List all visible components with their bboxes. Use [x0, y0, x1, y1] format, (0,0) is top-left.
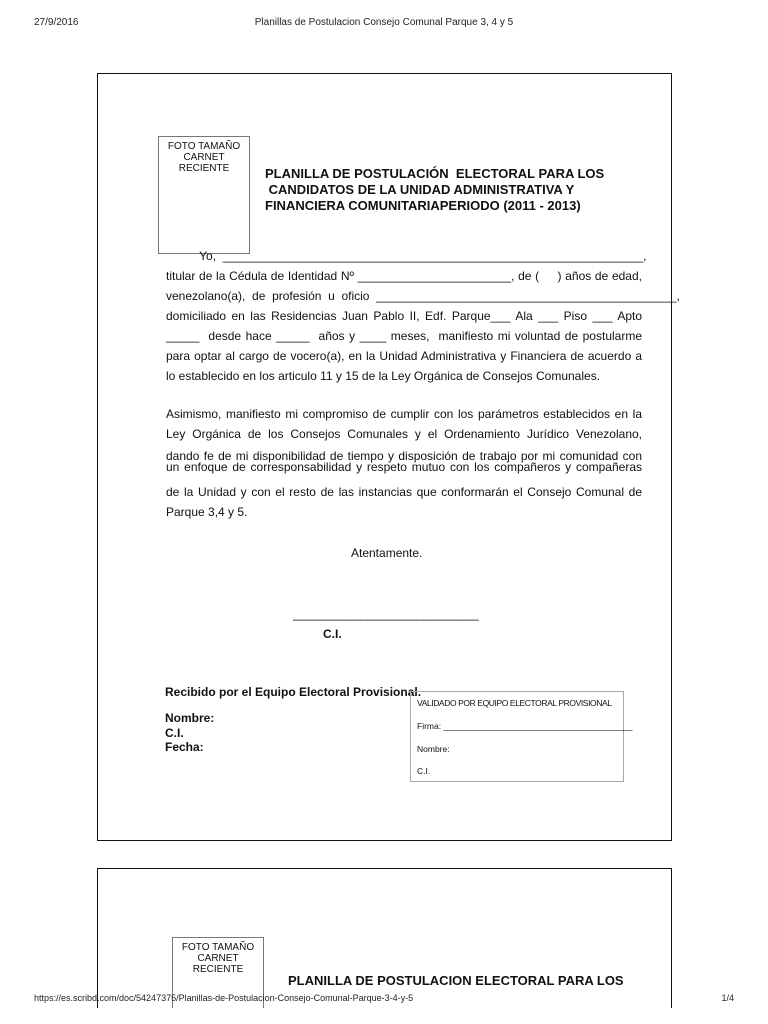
- photo-label-line: CARNET: [197, 953, 239, 964]
- paragraph-line: _____ desde hace _____ años y ____ meses, manifiesto mi voluntad de postularme: [166, 329, 642, 343]
- field-id-label: C.I.: [165, 725, 184, 740]
- validation-id-field: C.I.: [417, 766, 431, 776]
- closing-text: Atentamente.: [351, 546, 423, 560]
- form-title: [265, 166, 645, 214]
- photo-label-line: RECIENTE: [178, 163, 230, 174]
- validation-box: [410, 691, 633, 782]
- paragraph-line: Parque 3,4 y 5.: [166, 505, 248, 519]
- signature-line: ______________________________: [293, 607, 479, 621]
- print-date: 27/9/2016: [34, 17, 79, 28]
- validation-name-field: Nombre:: [417, 744, 450, 754]
- signature-id-label: C.I.: [323, 627, 342, 641]
- paragraph-line: Ley Orgánica de los Consejos Comunales y el Ordenamiento Jurídico Venezolano,: [166, 427, 642, 441]
- validation-signature-field: Firma: ________________________________________: [417, 721, 633, 731]
- photo-label-line: CARNET: [183, 152, 225, 163]
- paragraph-line: titular de la Cédula de Identidad Nº _______________________, de ( ) años de edad,: [166, 269, 642, 283]
- photo-label-line: FOTO TAMAÑO: [167, 141, 241, 152]
- form-title: PLANILLA DE POSTULACION ELECTORAL PARA LOS: [288, 973, 624, 988]
- paragraph-line: venezolano(a), de profesión u oficio _____________________________________________,: [166, 289, 680, 303]
- validation-title: VALIDADO POR EQUIPO ELECTORAL PROVISIONAL: [417, 698, 612, 708]
- availability-paragraph: [166, 451, 642, 522]
- paragraph-line: para optar al cargo de vocero(a), en la Unidad Administrativa y Financiera de acuerdo a: [166, 349, 642, 363]
- paragraph-line: Asimismo, manifiesto mi compromiso de cumplir con los parámetros establecidos en la: [166, 407, 642, 421]
- form-title-line: PLANILLA DE POSTULACIÓN ELECTORAL PARA LOS: [265, 166, 605, 181]
- print-title: Planillas de Postulacion Consejo Comunal Parque 3, 4 y 5: [254, 17, 514, 28]
- print-header: [0, 17, 768, 33]
- print-footer: [0, 993, 768, 1009]
- form-page-1: [97, 73, 680, 841]
- paragraph-line: dando fe de mi disponibilidad de tiempo y disposición de trabajo por mi comunidad con: [166, 449, 642, 463]
- form-title-line: CANDIDATOS DE LA UNIDAD ADMINISTRATIVA Y: [265, 182, 575, 197]
- paragraph-line: un enfoque de corresponsabilidad y respeto mutuo con los compañeros y compañeras: [166, 460, 642, 474]
- form-title-line: FINANCIERA COMUNITARIAPERIODO (2011 - 2013): [265, 198, 581, 213]
- photo-label-line: FOTO TAMAÑO: [181, 942, 255, 953]
- paragraph-line: domiciliado en las Residencias Juan Pablo II, Edf. Parque___ Ala ___ Piso ___ Apto: [166, 309, 642, 323]
- received-fields: [165, 711, 214, 755]
- page-number: 1/4: [721, 993, 734, 1003]
- source-url: https://es.scribd.com/doc/54247375/Planillas-de-Postulacion-Consejo-Comunal-Parque-3-4-y-5: [34, 993, 414, 1003]
- photo-label-line: RECIENTE: [192, 964, 244, 975]
- received-by-label: Recibido por el Equipo Electoral Provisional.: [165, 685, 422, 699]
- commitment-paragraph: [166, 404, 642, 444]
- paragraph-line: Yo, _______________________________________________________________,: [166, 249, 647, 263]
- field-date-label: Fecha:: [165, 740, 204, 754]
- paragraph-line: lo establecido en los articulo 11 y 15 de la Ley Orgánica de Consejos Comunales.: [166, 369, 601, 383]
- form-page-2: [97, 868, 672, 1008]
- paragraph-line: de la Unidad y con el resto de las instancias que conformarán el Consejo Comunal de: [166, 485, 642, 499]
- photo-placeholder: [158, 136, 250, 254]
- declaration-paragraph: [166, 246, 680, 386]
- field-name-label: Nombre:: [165, 711, 215, 725]
